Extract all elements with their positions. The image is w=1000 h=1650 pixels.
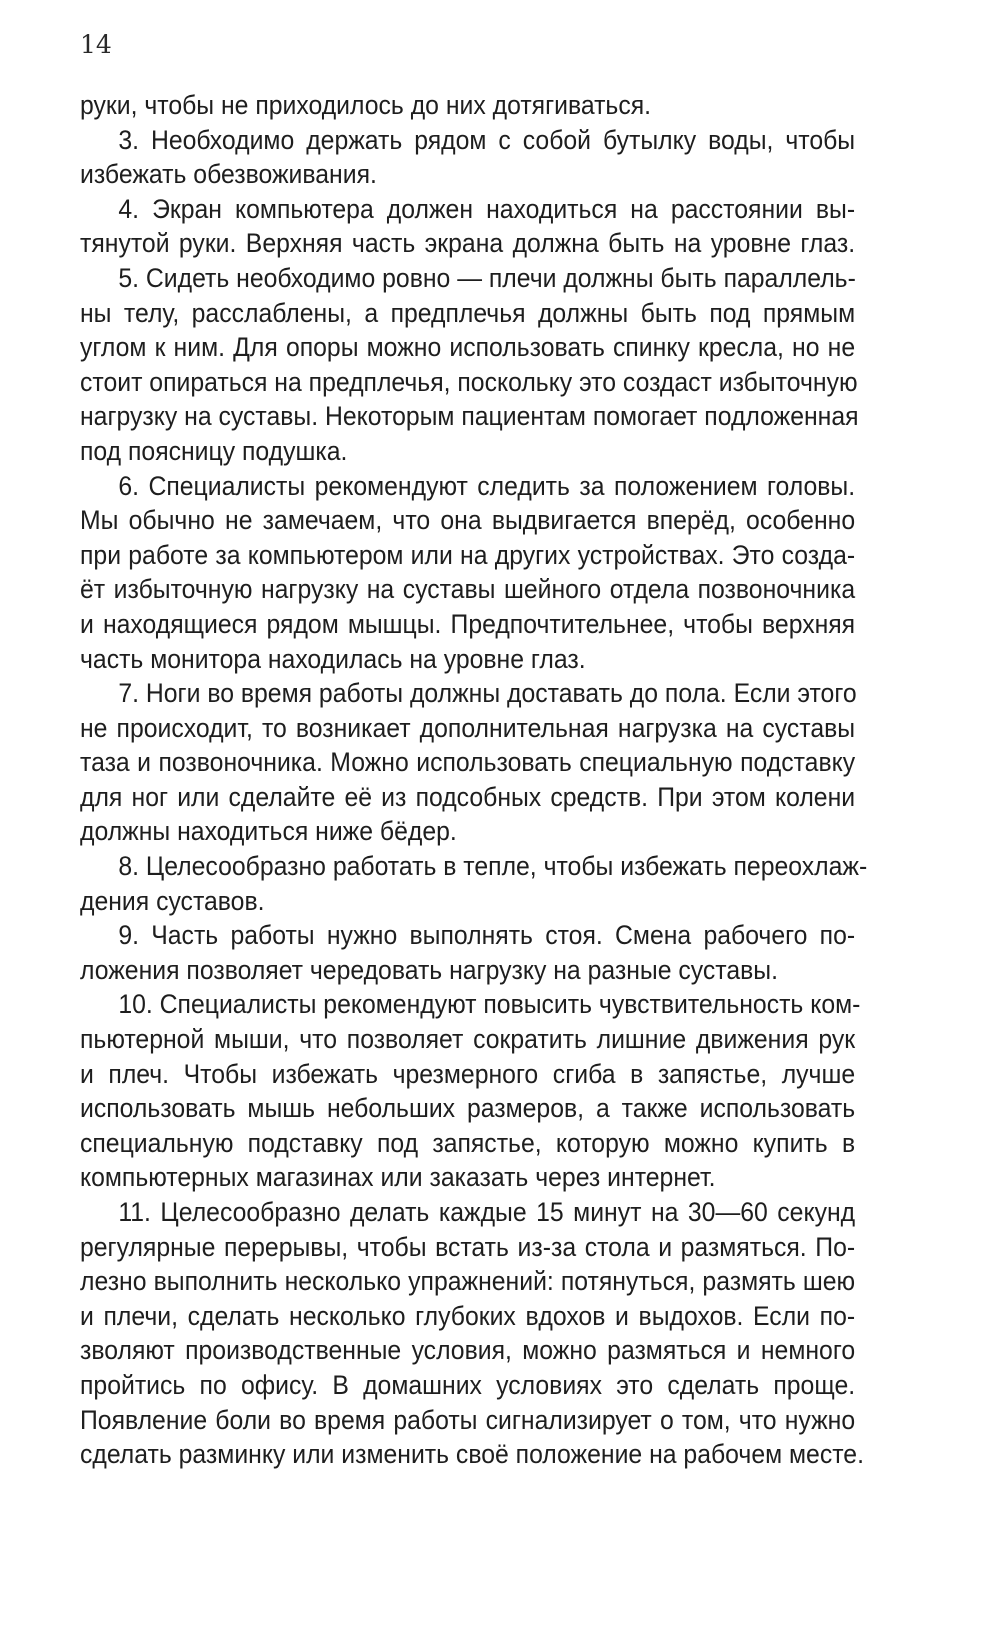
text-line: ны телу, расслаблены, а предплечья должны быть под прямым: [80, 297, 856, 328]
text-line: сделать разминку или изменить своё положение на рабочем месте.: [80, 1439, 864, 1470]
text-line: для ног или сделайте её из подсобных средств. При этом колени: [80, 781, 856, 812]
text-line: не происходит, то возникает дополнительная нагрузка на суставы: [80, 712, 856, 743]
text-line: зволяют производственные условия, можно размяться и немного: [80, 1335, 856, 1366]
body-text: [80, 88, 868, 1472]
text-line: 3. Необходимо держать рядом с собой бутылку воды, чтобы: [118, 124, 856, 155]
text-line: Появление боли во время работы сигнализирует о том, что нужно: [80, 1404, 856, 1435]
text-line: 9. Часть работы нужно выполнять стоя. Смена рабочего по-: [118, 920, 856, 951]
page-number: 14: [80, 30, 112, 59]
text-line: ложения позволяет чередовать нагрузку на разные суставы.: [80, 954, 778, 985]
text-line: часть монитора находилась на уровне глаз.: [80, 643, 586, 674]
text-line: 11. Целесообразно делать каждые 15 минут на 30—60 секунд: [118, 1197, 856, 1227]
text-line: 6. Специалисты рекомендуют следить за положением головы.: [118, 470, 856, 501]
text-line: ёт избыточную нагрузку на суставы шейного отдела позвоночника: [80, 574, 856, 605]
text-line: при работе за компьютером или на других устройствах. Это созда-: [80, 539, 856, 570]
text-line: и плеч. Чтобы избежать чрезмерного сгиба в запястье, лучше: [80, 1058, 856, 1089]
text-line: руки, чтобы не приходилось до них дотягиваться.: [80, 90, 652, 120]
text-line: и плечи, сделать несколько глубоких вдохов и выдохов. Если по-: [80, 1300, 856, 1331]
text-line: тянутой руки. Верхняя часть экрана должна быть на уровне глаз.: [80, 228, 856, 259]
text-line: 5. Сидеть необходимо ровно — плечи должны быть параллель-: [118, 262, 856, 293]
text-line: нагрузку на суставы. Некоторым пациентам помогает подложенная: [80, 401, 859, 432]
text-line: под поясницу подушка.: [80, 435, 348, 466]
text-line: таза и позвоночника. Можно использовать специальную подставку: [80, 747, 856, 778]
text-line: 10. Специалисты рекомендуют повысить чувствительность ком-: [118, 989, 861, 1020]
text-line: использовать мышь небольших размеров, а также использовать: [80, 1093, 856, 1124]
text-line: 8. Целесообразно работать в тепле, чтобы избежать переохлаж-: [118, 851, 868, 882]
text-line: углом к ним. Для опоры можно использовать спинку кресла, но не: [80, 332, 856, 363]
text-line: и находящиеся рядом мышцы. Предпочтительнее, чтобы верхняя: [80, 608, 856, 639]
text-line: пьютерной мыши, что позволяет сократить лишние движения рук: [80, 1024, 856, 1055]
text-line: дения суставов.: [80, 885, 265, 916]
text-line: Мы обычно не замечаем, что она выдвигается вперёд, особенно: [80, 505, 856, 536]
text-line: избежать обезвоживания.: [80, 159, 377, 190]
text-line: специальную подставку под запястье, которую можно купить в: [80, 1127, 856, 1158]
text-line: регулярные перерывы, чтобы встать из-за стола и размяться. По-: [80, 1231, 856, 1262]
text-line: пройтись по офису. В домашних условиях это сделать проще.: [80, 1369, 856, 1400]
text-line: компьютерных магазинах или заказать через интернет.: [80, 1162, 716, 1193]
text-line: 4. Экран компьютера должен находиться на расстоянии вы-: [118, 193, 856, 224]
text-line: лезно выполнить несколько упражнений: потянуться, размять шею: [80, 1266, 856, 1297]
text-line: 7. Ноги во время работы должны доставать до пола. Если этого: [118, 678, 857, 709]
text-line: должны находиться ниже бёдер.: [80, 816, 457, 847]
text-line: стоит опираться на предплечья, поскольку это создаст избыточную: [80, 366, 858, 397]
